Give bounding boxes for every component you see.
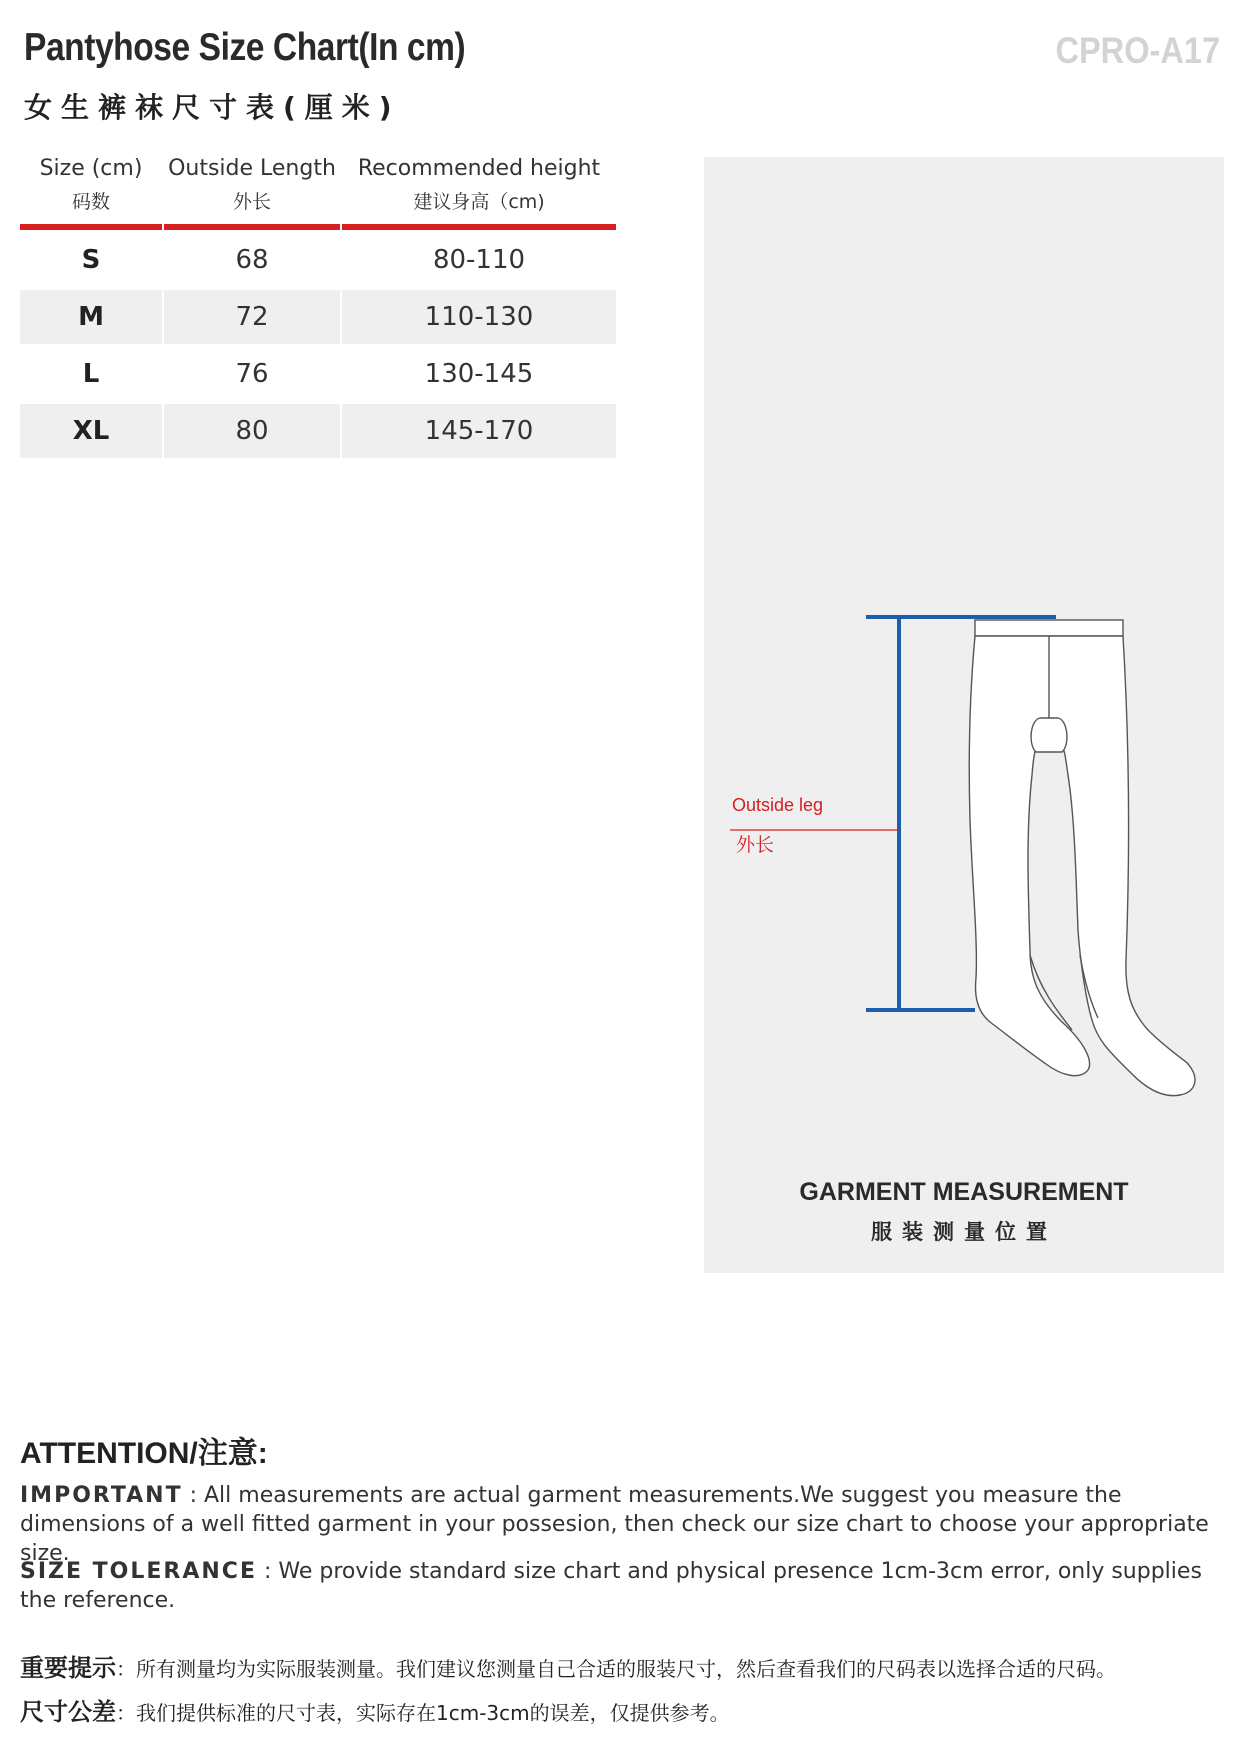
cell-height: 80-110 <box>432 245 526 275</box>
page-title: Pantyhose Size Chart(In cm) <box>24 26 466 69</box>
cell-size: L <box>82 359 100 389</box>
header-size-en: Size (cm) <box>39 156 143 181</box>
outside-leg-label-chinese: 外长 <box>736 834 775 856</box>
important-label: IMPORTANT <box>20 1483 183 1508</box>
cell-size: M <box>20 290 162 344</box>
garment-measurement-caption-chinese: 服装测量位置 <box>871 1220 1057 1244</box>
cell-height: 145-170 <box>342 404 616 458</box>
tolerance-label: SIZE TOLERANCE <box>20 1559 257 1584</box>
garment-measurement-caption: GARMENT MEASUREMENT <box>799 1178 1129 1206</box>
size-tolerance-note-chinese <box>20 1692 730 1727</box>
size-tolerance-note <box>20 1557 1220 1615</box>
cell-size: XL <box>20 404 162 458</box>
cell-height: 110-130 <box>342 290 616 344</box>
header-height-cn: 建议身高（cm) <box>413 191 545 213</box>
tolerance-text: : We provide standard size chart and physical presence 1cm-3cm error, only supplies the reference. <box>20 1559 1202 1613</box>
header-length-en: Outside Length <box>168 156 336 181</box>
attention-heading: ATTENTION/注意: <box>20 1437 268 1470</box>
tights-outline-icon <box>969 620 1195 1096</box>
cell-length: 76 <box>235 359 269 389</box>
header-size-cn: 码数 <box>71 191 110 213</box>
product-code: CPRO-A17 <box>1055 30 1220 71</box>
cell-length: 68 <box>235 245 269 275</box>
important-text: : All measurements are actual garment measurements.We suggest you measure the dimensions of a well fitted garment in your possesion, then check our size chart to choose your appropriate size. <box>20 1483 1209 1566</box>
cn-tol-text: ：我们提供标准的尺寸表，实际存在1cm-3cm的误差，仅提供参考。 <box>116 1701 730 1725</box>
page-title-chinese: 女生裤袜尺寸表(厘米) <box>24 91 401 124</box>
cell-size: S <box>81 245 101 275</box>
header-height-en: Recommended height <box>357 156 601 181</box>
cn-tip-text: ：所有测量均为实际服装测量。我们建议您测量自己合适的服装尺寸，然后查看我们的尺码表以选择合适的尺码。 <box>116 1657 1116 1681</box>
cn-tip-label: 重要提示 <box>20 1654 116 1682</box>
cn-tol-label: 尺寸公差 <box>20 1698 116 1726</box>
outside-leg-label: Outside leg <box>732 795 824 815</box>
important-note-chinese <box>20 1648 1116 1683</box>
important-note <box>20 1481 1220 1568</box>
cell-length: 72 <box>164 290 340 344</box>
cell-length: 80 <box>164 404 340 458</box>
header-length-cn: 外长 <box>232 191 271 213</box>
cell-height: 130-145 <box>424 359 534 389</box>
